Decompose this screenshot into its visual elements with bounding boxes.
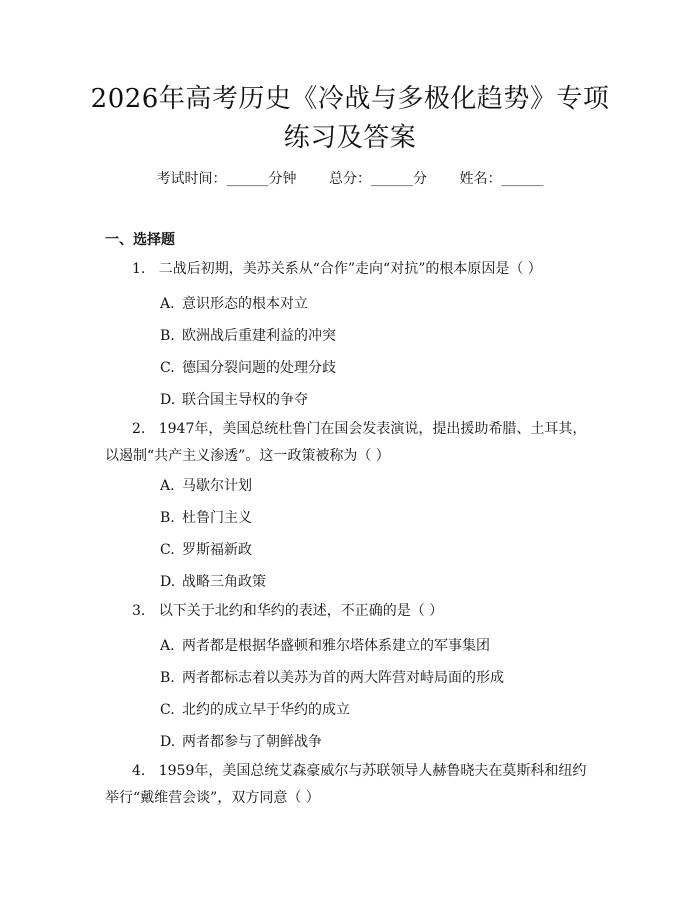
option-3b xyxy=(160,667,504,687)
option-letter: D. xyxy=(160,392,176,408)
question-number: 3. xyxy=(132,603,146,619)
option-1c xyxy=(160,357,336,377)
option-text: 马歇尔计划 xyxy=(182,478,252,494)
exam-time: 考试时间：______分钟 xyxy=(156,171,297,187)
option-text: 意识形态的根本对立 xyxy=(182,296,308,312)
option-letter: B. xyxy=(160,510,175,526)
question-1 xyxy=(105,256,595,283)
option-1d xyxy=(160,389,308,409)
question-4 xyxy=(105,758,595,812)
option-letter: C. xyxy=(160,542,175,558)
option-text: 两者都参与了朝鲜战争 xyxy=(182,734,322,750)
page-title-line2: 练习及答案 xyxy=(283,123,417,153)
question-number: 2. xyxy=(132,421,146,437)
option-text: 欧洲战后重建利益的冲突 xyxy=(182,328,336,344)
question-number: 1. xyxy=(132,261,146,277)
option-letter: C. xyxy=(160,360,175,376)
option-2a xyxy=(160,475,252,495)
option-letter: D. xyxy=(160,734,176,750)
section-title: 一、选择题 xyxy=(105,232,175,248)
question-stem: 以下关于北约和华约的表述，不正确的是（ ） xyxy=(158,603,444,619)
option-text: 战略三角政策 xyxy=(182,574,266,590)
exam-score: 总分：______分 xyxy=(329,171,427,187)
option-2d xyxy=(160,571,266,591)
option-text: 德国分裂问题的处理分歧 xyxy=(182,360,336,376)
question-number: 4. xyxy=(132,763,146,779)
option-text: 两者都是根据华盛顿和雅尔塔体系建立的军事集团 xyxy=(182,638,490,654)
option-letter: A. xyxy=(160,296,175,312)
question-3 xyxy=(105,598,595,625)
option-letter: B. xyxy=(160,328,175,344)
option-text: 罗斯福新政 xyxy=(182,542,252,558)
option-3a xyxy=(160,635,490,655)
option-1a xyxy=(160,293,308,313)
option-text: 联合国主导权的争夺 xyxy=(182,392,308,408)
exam-meta xyxy=(0,168,700,188)
option-2b xyxy=(160,507,252,527)
option-letter: A. xyxy=(160,638,175,654)
question-2 xyxy=(105,416,595,470)
question-stem: 1959年，美国总统艾森豪威尔与苏联领导人赫鲁晓夫在莫斯科和纽约举行“戴维营会谈”，双方同意（ ） xyxy=(105,763,587,806)
option-letter: C. xyxy=(160,702,175,718)
option-letter: A. xyxy=(160,478,175,494)
option-text: 杜鲁门主义 xyxy=(182,510,252,526)
option-2c xyxy=(160,539,252,559)
question-stem: 1947年，美国总统杜鲁门在国会发表演说，提出援助希腊、土耳其，以遏制“共产主义渗透”。这一政策被称为（ ） xyxy=(105,421,587,464)
question-stem: 二战后初期，美苏关系从“合作”走向“对抗”的根本原因是（ ） xyxy=(158,261,542,277)
option-text: 北约的成立早于华约的成立 xyxy=(182,702,350,718)
option-1b xyxy=(160,325,336,345)
exam-name: 姓名：______ xyxy=(459,171,544,187)
option-3d xyxy=(160,731,322,751)
option-letter: D. xyxy=(160,574,176,590)
option-letter: B. xyxy=(160,670,175,686)
option-3c xyxy=(160,699,350,719)
page-title-line1: 2026年高考历史《冷战与多极化趋势》专项 xyxy=(90,84,610,114)
option-text: 两者都标志着以美苏为首的两大阵营对峙局面的形成 xyxy=(182,670,504,686)
